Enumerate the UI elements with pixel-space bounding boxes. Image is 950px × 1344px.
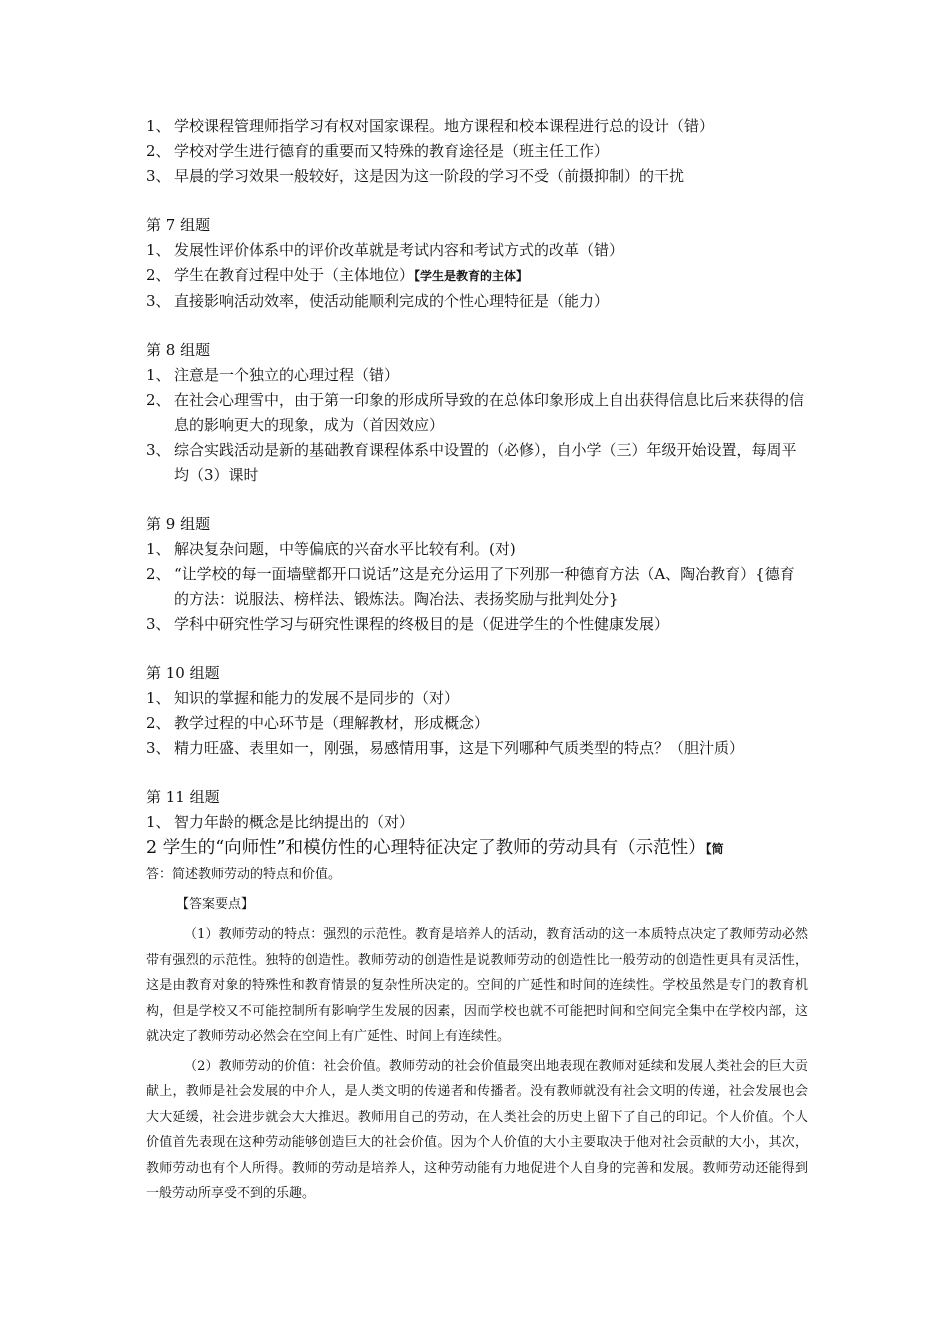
item-text: 智力年龄的概念是比纳提出的（对） xyxy=(174,813,415,831)
list-item xyxy=(146,388,808,438)
answer-paragraph-1: （1）教师劳动的特点：强烈的示范性。教育是培养人的活动，教育活动的这一本质特点决定了教师劳动必然带有强烈的示范性。独特的创造性。教师劳动的创造性是说教师劳动的创造性比一般劳动的创造性更具有灵活性，这是由教育对象的特殊性和教育情景的复杂性所决定的。空间的广延性和时间的连续性。学校虽然是专门的教育机构，但是学校又不可能控制所有影响学生发展的因素，因而学校也就不可能把时间和空间完全集中在学校内部，这就决定了教师劳动必然会在空间上有广延性、时间上有连续性。 xyxy=(146,927,808,1044)
group-10-title: 第 10 组题 xyxy=(146,664,220,682)
item-number: 1、 xyxy=(146,366,171,384)
question-line xyxy=(146,835,808,862)
list-item xyxy=(146,810,808,835)
answer-heading: 【答案要点】 xyxy=(176,897,255,912)
list-item xyxy=(146,686,808,711)
item-text: 直接影响活动效率，使活动能顺利完成的个性心理特征是（能力） xyxy=(174,292,610,310)
item-number: 2、 xyxy=(146,266,171,284)
item-number: 3、 xyxy=(146,167,171,185)
question-text: 2 学生的“向师性”和模仿性的心理特征决定了教师的劳动具有（示范性） xyxy=(146,838,706,858)
question-continuation: 答：简述教师劳动的特点和价值。 xyxy=(146,867,342,882)
item-number: 3、 xyxy=(146,441,171,459)
group-11-title: 第 11 组题 xyxy=(146,788,220,806)
list-item xyxy=(146,289,808,314)
item-number: 3、 xyxy=(146,292,171,310)
item-text xyxy=(174,263,808,289)
list-item xyxy=(146,562,808,612)
item-text: 精力旺盛、表里如一，刚强，易感情用事，这是下列哪种气质类型的特点？（胆汁质） xyxy=(174,739,745,757)
item-text: 知识的掌握和能力的发展不是同步的（对） xyxy=(174,689,460,707)
item-number: 1、 xyxy=(146,117,171,135)
item-number: 2、 xyxy=(146,142,171,160)
group-7-title: 第 7 组题 xyxy=(146,216,211,234)
item-number: 1、 xyxy=(146,241,171,259)
list-item xyxy=(146,238,808,263)
list-item xyxy=(146,612,808,637)
item-text: 学校课程管理师指学习有权对国家课程。地方课程和校本课程进行总的设计（错） xyxy=(174,117,715,135)
question-tail: 【简 xyxy=(705,842,724,856)
item-text: 综合实践活动是新的基础教育课程体系中设置的（必修），自小学（三）年级开始设置，每周平均（3）课时 xyxy=(174,441,797,484)
item-text: 早晨的学习效果一般较好，这是因为这一阶段的学习不受（前摄抑制）的干扰 xyxy=(174,167,685,185)
item-note: 【学生是教育的主体】 xyxy=(414,269,529,283)
item-number: 1、 xyxy=(146,813,171,831)
list-item xyxy=(146,139,808,164)
item-text: 教学过程的中心环节是（理解教材，形成概念） xyxy=(174,714,490,732)
group-8-title: 第 8 组题 xyxy=(146,341,211,359)
group-9-title: 第 9 组题 xyxy=(146,515,211,533)
item-number: 2、 xyxy=(146,714,171,732)
list-item xyxy=(146,114,808,139)
list-item xyxy=(146,711,808,736)
item-text: 解决复杂问题，中等偏底的兴奋水平比较有利。(对) xyxy=(174,540,516,558)
item-text: 学校对学生进行德育的重要而又特殊的教育途径是（班主任工作） xyxy=(174,142,610,160)
item-text: “让学校的每一面墙壁都开口说话”这是充分运用了下列那一种德育方法（A、陶冶教育）{德育的方法：说服法、榜样法、锻炼法。陶冶法、表扬奖励与批判处分} xyxy=(174,565,795,608)
item-number: 1、 xyxy=(146,540,171,558)
item-text-main: 学生在教育过程中处于（主体地位） xyxy=(174,266,415,284)
item-text: 学科中研究性学习与研究性课程的终极目的是（促进学生的个性健康发展） xyxy=(174,615,670,633)
item-text: 在社会心理雪中，由于第一印象的形成所导致的在总体印象形成上自出获得信息比后来获得的信息的影响更大的现象，成为（首因效应） xyxy=(174,391,805,434)
item-text: 发展性评价体系中的评价改革就是考试内容和考试方式的改革（错） xyxy=(174,241,625,259)
list-item xyxy=(146,736,808,761)
item-number: 3、 xyxy=(146,739,171,757)
item-number: 1、 xyxy=(146,689,171,707)
list-item xyxy=(146,263,808,289)
answer-paragraph-2: （2）教师劳动的价值：社会价值。教师劳动的社会价值最突出地表现在教师对延续和发展人类社会的巨大贡献上，教师是社会发展的中介人，是人类文明的传递者和传播者。没有教师就没有社会文明的传递，社会发展也会大大延缓，社会进步就会大大推迟。教师用自己的劳动，在人类社会的历史上留下了自己的印记。个人价值。个人价值首先表现在这种劳动能够创造巨大的社会价值。因为个人价值的大小主要取决于他对社会贡献的大小，其次，教师劳动也有个人所得。教师的劳动是培养人，这种劳动能有力地促进个人自身的完善和发展。教师劳动还能得到一般劳动所享受不到的乐趣。 xyxy=(146,1058,808,1201)
document-page xyxy=(146,114,808,1207)
item-number: 3、 xyxy=(146,615,171,633)
list-item xyxy=(146,164,808,189)
item-number: 2、 xyxy=(146,565,171,583)
item-text: 注意是一个独立的心理过程（错） xyxy=(174,366,400,384)
list-item xyxy=(146,363,808,388)
list-item xyxy=(146,537,808,562)
item-number: 2、 xyxy=(146,391,171,409)
list-item xyxy=(146,438,808,488)
